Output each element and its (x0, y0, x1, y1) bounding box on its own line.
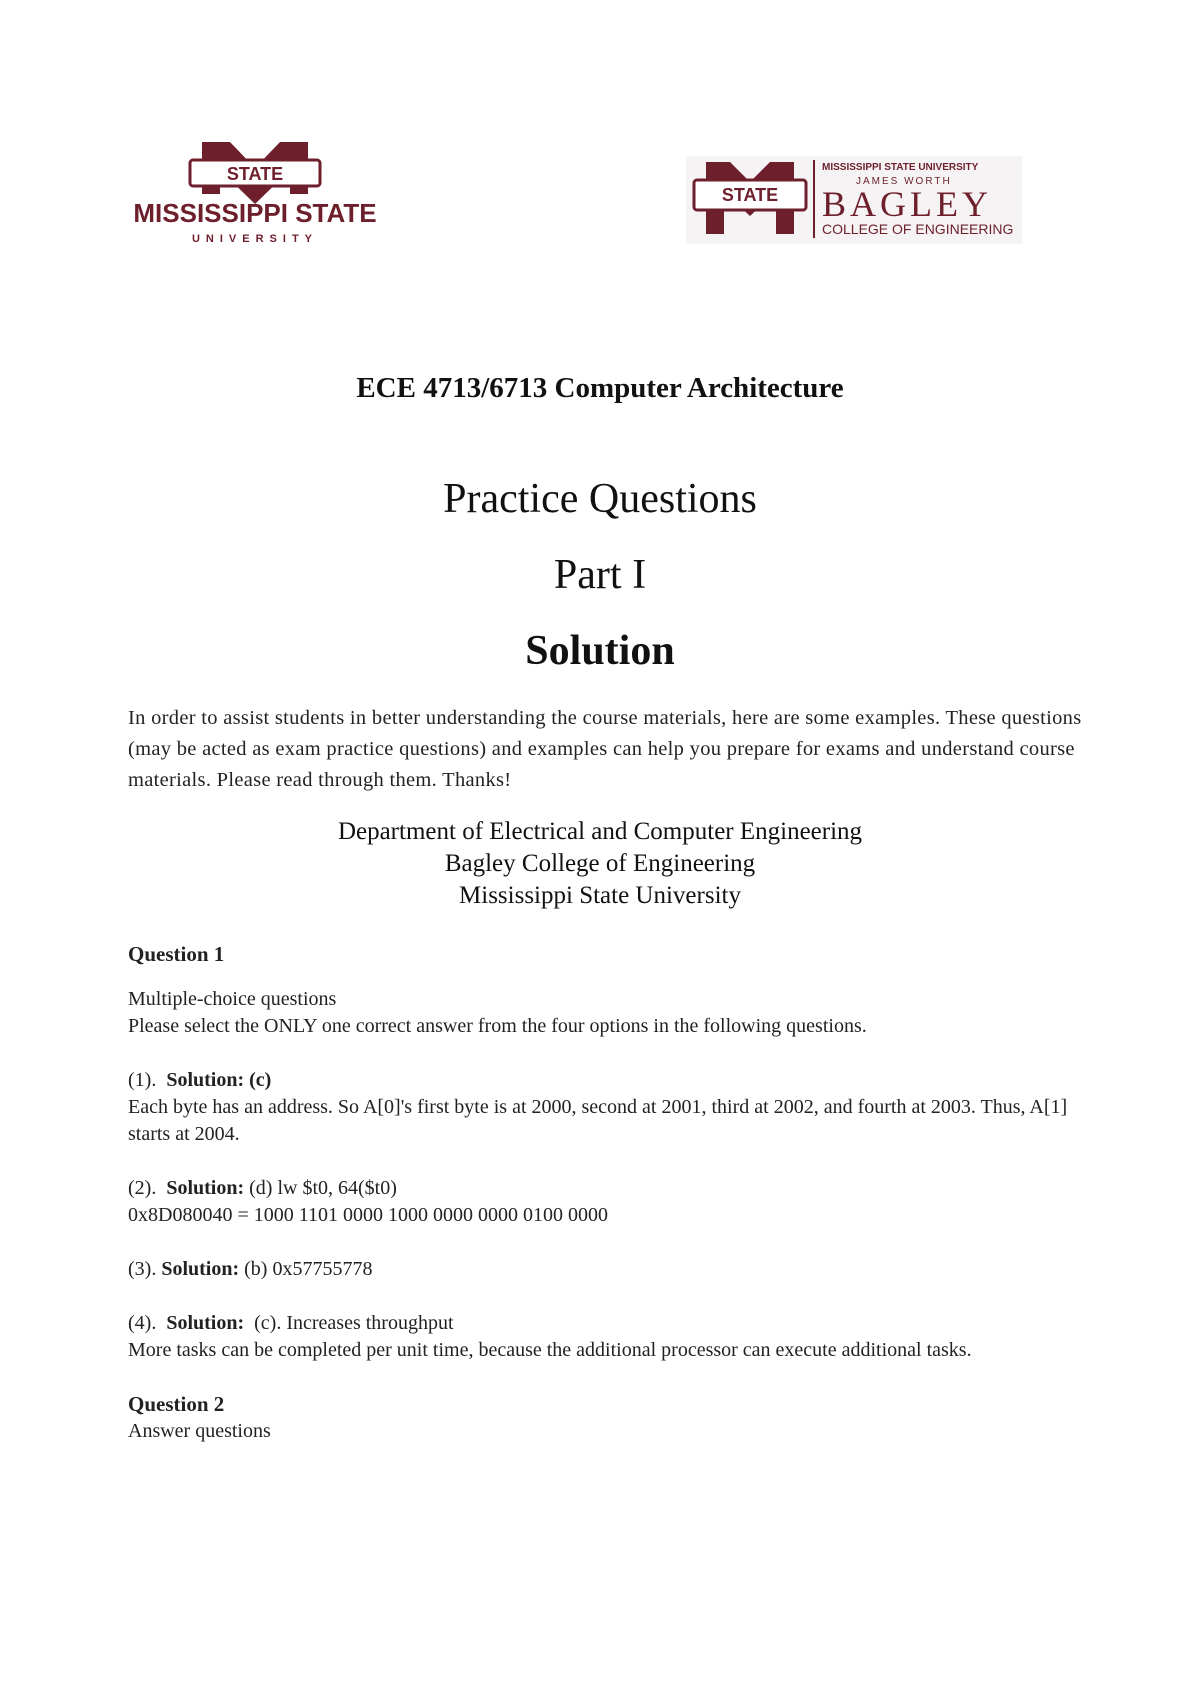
answer-label: Solution: (166, 1177, 245, 1199)
answer-number: (1). (128, 1069, 157, 1091)
bagley-badge-text: STATE (721, 185, 779, 205)
answer-label: Solution: (c) (166, 1069, 272, 1091)
college-line: Bagley College of Engineering (444, 850, 756, 877)
bagley-line4: COLLEGE OF ENGINEERING (822, 221, 1014, 237)
question-2-subheading: Answer questions (128, 1420, 271, 1442)
department-block (0, 816, 1200, 912)
answer-item (128, 1256, 1088, 1283)
msu-logo-mark (126, 138, 384, 248)
answer-item (128, 1067, 1088, 1094)
answer-value: (c). Increases throughput (254, 1312, 454, 1334)
bagley-logo-mark (686, 156, 1022, 244)
question-1-heading: Question 1 (128, 942, 225, 966)
answer-item (128, 1175, 1088, 1202)
department-line: Department of Electrical and Computer Engineering (337, 818, 863, 845)
bagley-line2: JAMES WORTH (856, 176, 952, 187)
document-solution-heading: Solution (525, 628, 675, 674)
bagley-logo (686, 156, 1022, 244)
document-title: Practice Questions (443, 476, 757, 522)
answer-number: (2). (128, 1177, 157, 1199)
course-title: ECE 4713/6713 Computer Architecture (356, 372, 844, 404)
intro-paragraph: In order to assist students in better understanding the course materials, here are some examples. These questions (may be acted as exam practice questions) and examples can help you prepare for exams and understand course materials. Please read through them. Thanks! (128, 707, 1082, 791)
answer-number: (3). (128, 1258, 157, 1280)
answer-label: Solution: (161, 1258, 240, 1280)
answer-explanation: More tasks can be completed per unit time, because the additional processor can execute additional tasks. (128, 1339, 972, 1361)
answer-explanation: 0x8D080040 = 1000 1101 0000 1000 0000 0000 0100 0000 (128, 1204, 608, 1226)
answer-value: (b) 0x57755778 (244, 1258, 373, 1280)
bagley-line1: MISSISSIPPI STATE UNIVERSITY (822, 162, 979, 173)
university-line: Mississippi State University (459, 882, 741, 909)
msu-subtext: UNIVERSITY (191, 233, 319, 245)
question-2-heading: Question 2 (128, 1392, 225, 1416)
bagley-line3: BAGLEY (822, 184, 992, 224)
answer-value: (d) lw $t0, 64($t0) (249, 1177, 397, 1199)
msu-wordmark: MISSISSIPPI STATE (133, 198, 377, 228)
answer-explanation: Each byte has an address. So A[0]'s first byte is at 2000, second at 2001, third at 2002, and fourth at 2003. Thus, A[1] starts at 2004. (128, 1096, 1068, 1145)
answer-item (128, 1310, 1088, 1337)
question-1-subheading: Multiple-choice questions (128, 988, 337, 1010)
questions-content (128, 941, 1088, 1445)
answer-label: Solution: (166, 1312, 245, 1334)
document-part: Part I (553, 552, 647, 598)
question-1-instructions: Please select the ONLY one correct answer from the four options in the following questions. (128, 1015, 867, 1037)
msu-badge-text: STATE (226, 164, 284, 184)
answer-number: (4). (128, 1312, 157, 1334)
msu-logo (126, 138, 384, 248)
